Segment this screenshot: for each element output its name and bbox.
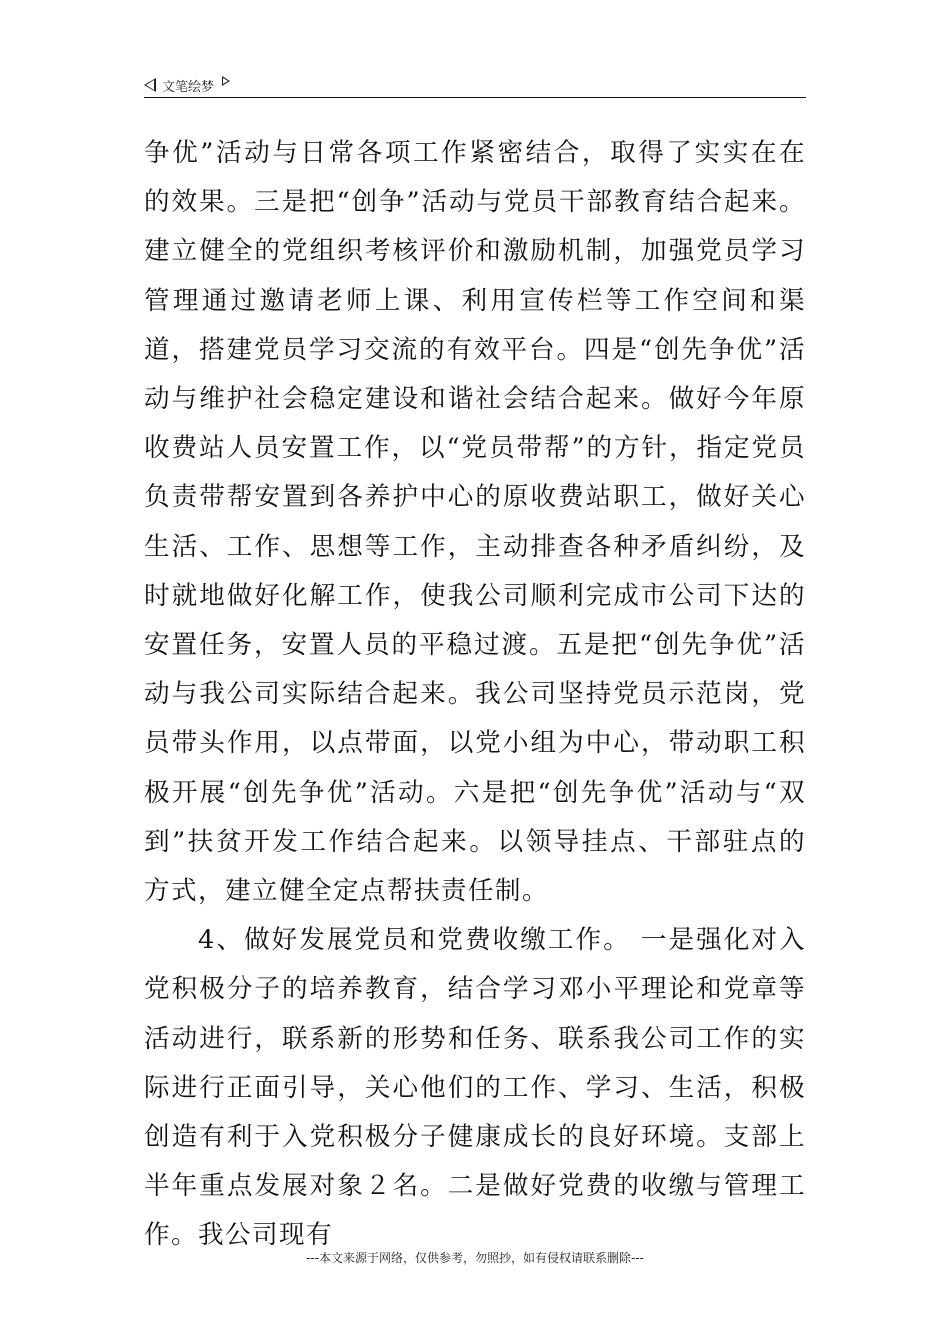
header-title: 文笔绘梦 bbox=[162, 79, 215, 95]
paragraph-section-4: 4、做好发展党员和党费收缴工作。 一是强化对入党积极分子的培养教育，结合学习邓小平理论和党章等活动进行，联系新的形势和任务、联系我公司工作的实际进行正面引导，关心他们的工作、学习、生活，积极创造有利于入党积极分子健康成长的良好环境。支部上半年重点发展对象２名。二是做好党费的收缴与管理工作。我公司现有 bbox=[144, 925, 806, 1251]
footer-notice: ---本文来源于网络，仅供参考，勿照抄，如有侵权请联系删除--- bbox=[306, 1251, 644, 1265]
page-header bbox=[144, 72, 806, 98]
triangle-right-icon bbox=[222, 76, 230, 86]
triangle-left-icon bbox=[144, 78, 156, 92]
header-divider bbox=[144, 97, 806, 98]
document-body bbox=[144, 129, 806, 1261]
paragraph-continued: 争优”活动与日常各项工作紧密结合，取得了实实在在的效果。三是把“创争”活动与党员干部教育结合起来。建立健全的党组织考核评价和激励机制，加强党员学习管理通过邀请老师上课、利用宣传栏等工作空间和渠道，搭建党员学习交流的有效平台。四是“创先争优”活动与维护社会稳定建设和谐社会结合起来。做好今年原收费站人员安置工作，以“党员带帮”的方针，指定党员负责带帮安置到各养护中心的原收费站职工，做好关心生活、工作、思想等工作，主动排查各种矛盾纠纷，及时就地做好化解工作，使我公司顺利完成市公司下达的安置任务，安置人员的平稳过渡。五是把“创先争优”活动与我公司实际结合起来。我公司坚持党员示范岗，党员带头作用，以点带面，以党小组为中心，带动职工积极开展“创先争优”活动。六是把“创先争优”活动与“双到”扶贫开发工作结合起来。以领导挂点、干部驻点的方式，建立健全定点帮扶责任制。 bbox=[144, 138, 806, 907]
